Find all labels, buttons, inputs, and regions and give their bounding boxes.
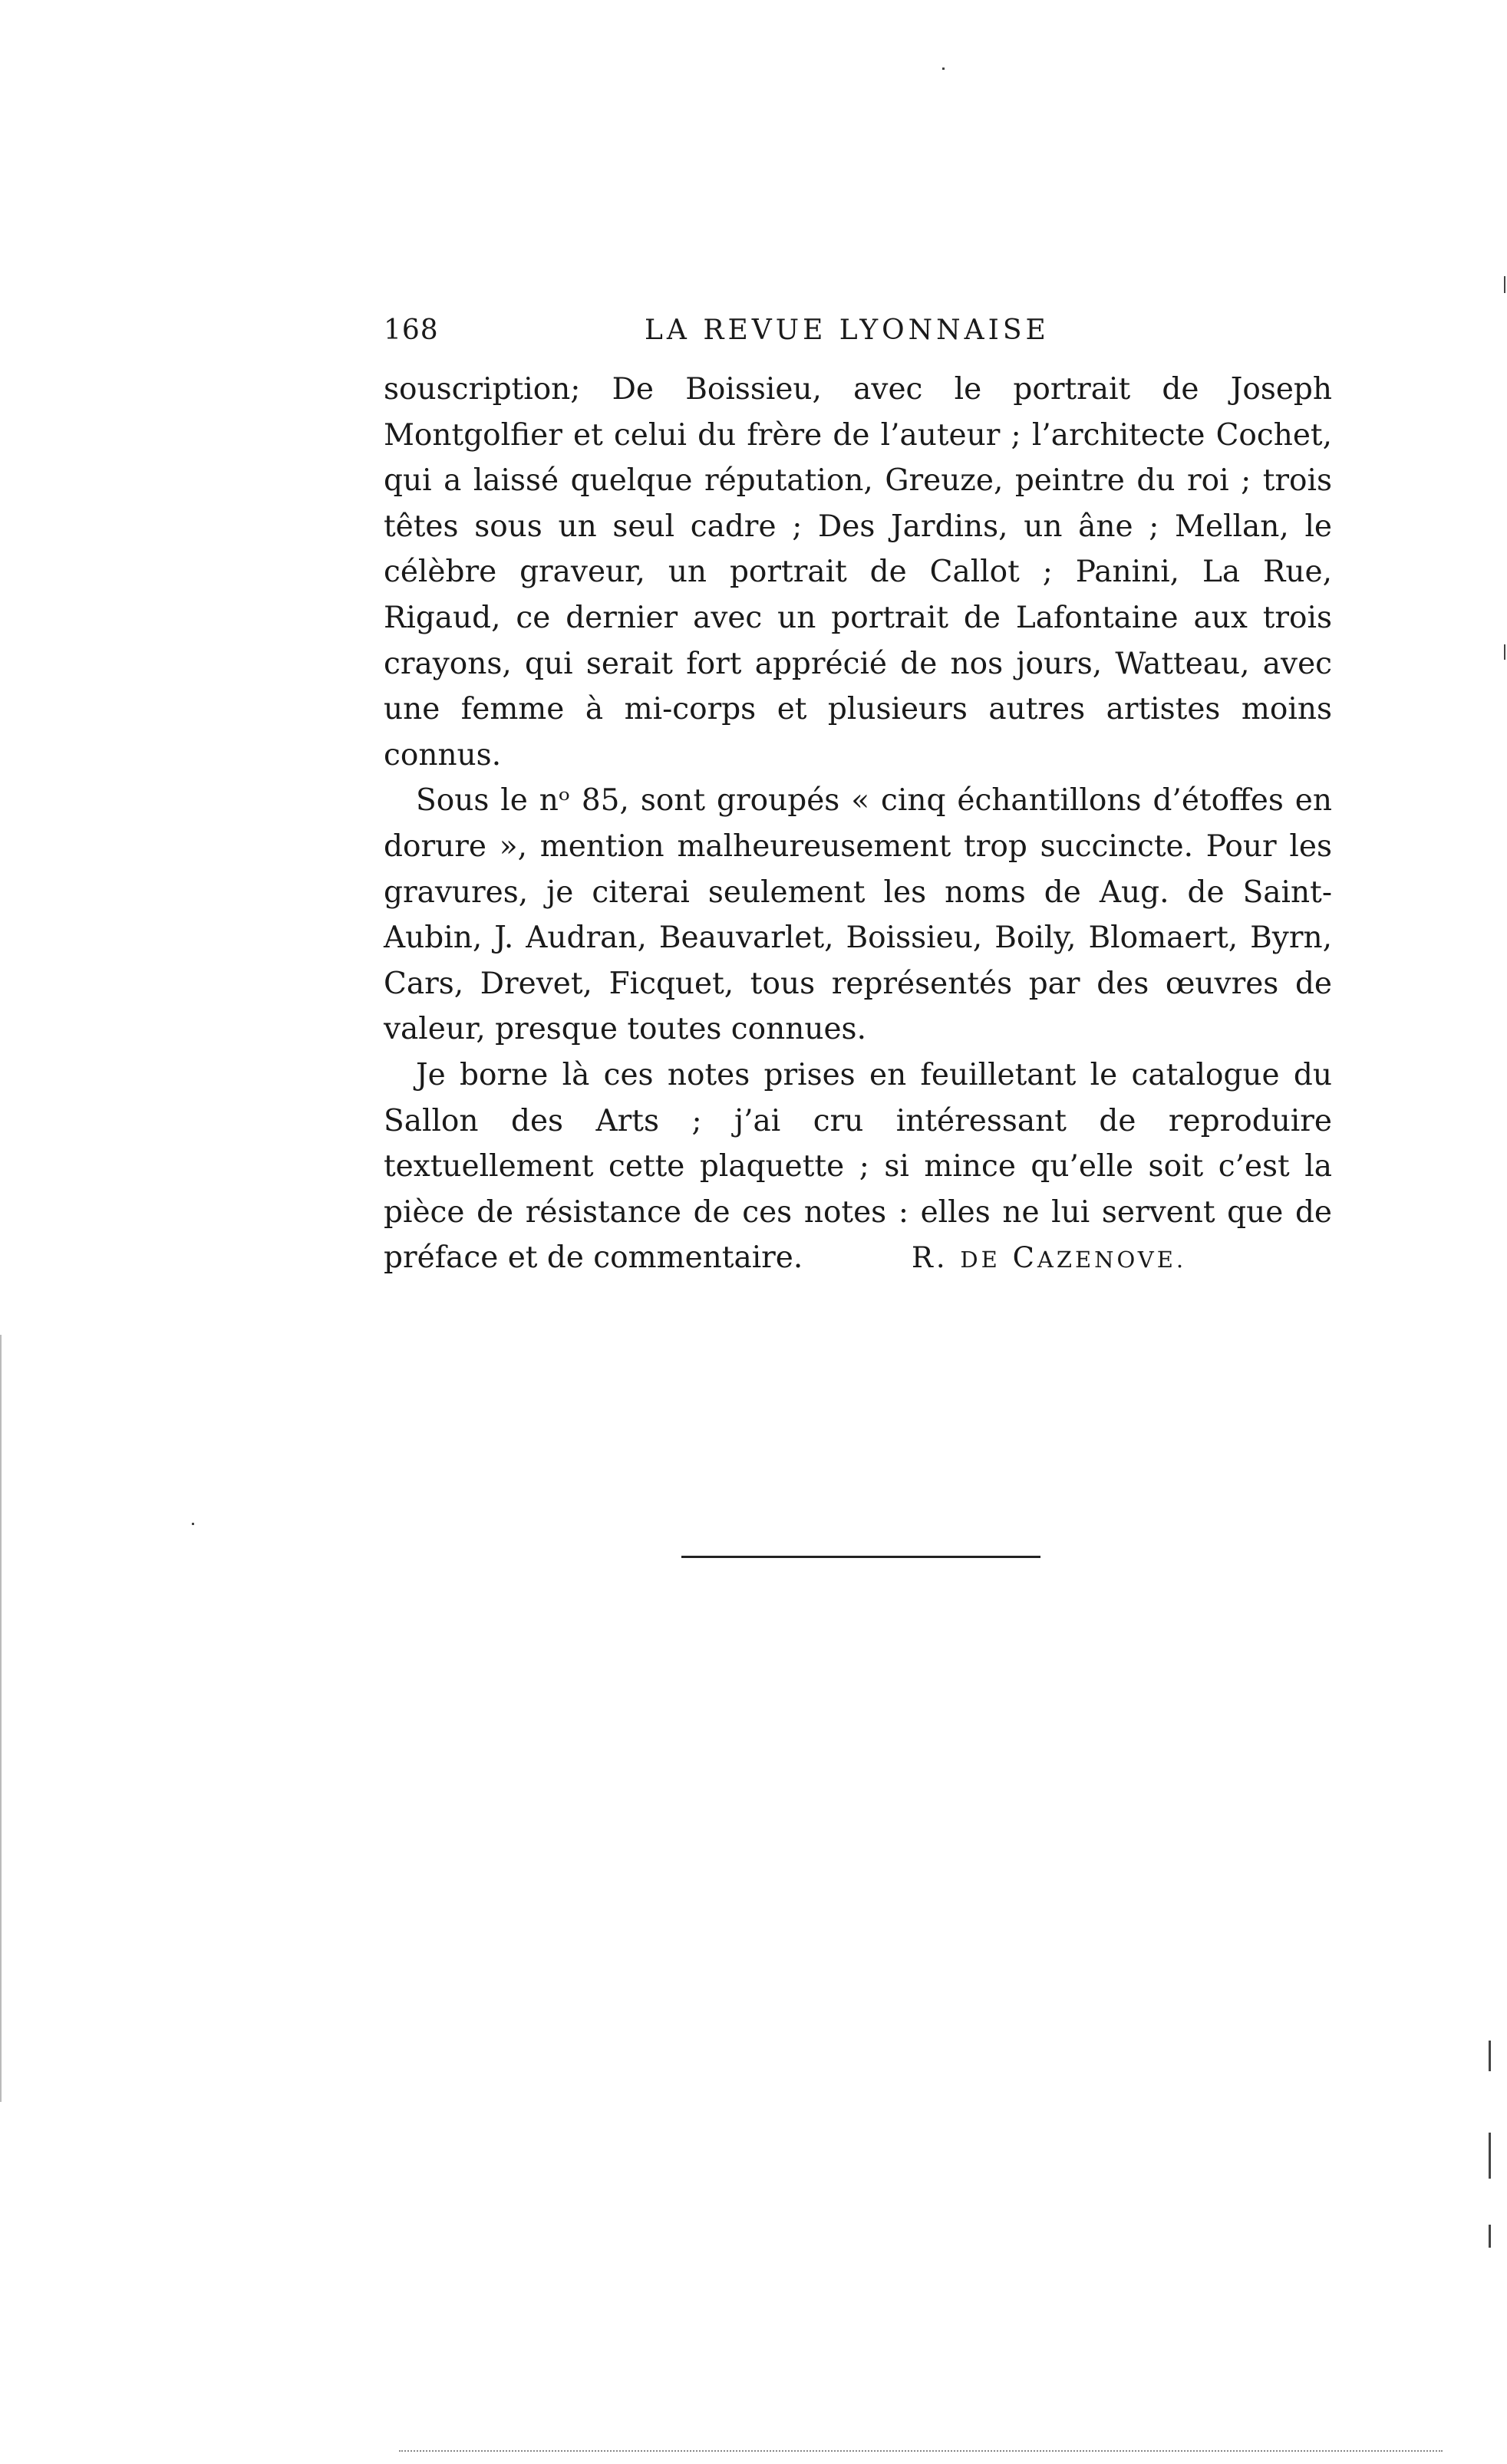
scan-speck xyxy=(0,1335,2,2102)
scan-speck xyxy=(942,68,945,70)
paragraph-continued: souscription; De Boissieu, avec le portrait de Joseph Montgolfier et celui du frère de l’auteur ; l’architecte Cochet, qui a laissé quelque réputation, Greuze, peintre du roi ; trois têtes sous un seul cadre ; Des Jardins, un âne ; Mellan, le célèbre graveur, un portrait de Callot ; Panini, La Rue, Rigaud, ce dernier avec un portrait de Lafontaine aux trois crayons, qui serait fort apprécié de nos jours, Watteau, avec une femme à mi-corps et plusieurs autres artistes moins connus. xyxy=(384,372,1332,772)
bottom-edge-mark xyxy=(399,2450,1443,2452)
page-number: 168 xyxy=(384,315,439,346)
paragraph-conclusion: Je borne là ces notes prises en feuilletant le catalogue du Sallon des Arts ; j’ai cru intéressant de reproduire textuellement cette plaquette ; si mince qu’elle soit c’est la pièce de résistance de ces notes : elles ne lui servent que de préface et de commentaire. xyxy=(384,1057,1332,1276)
scan-speck xyxy=(1504,644,1505,660)
signature-initial: R. xyxy=(912,1241,948,1274)
scan-speck xyxy=(1489,2133,1491,2179)
running-head xyxy=(384,315,1335,361)
author-signature xyxy=(912,1241,1186,1274)
journal-title: LA REVUE LYONNAISE xyxy=(645,315,1050,346)
scan-speck xyxy=(1504,276,1505,293)
signature-surname-initial: C xyxy=(1012,1241,1037,1274)
signature-particle: DE xyxy=(960,1247,1001,1273)
article-body xyxy=(384,367,1332,1281)
paragraph-engravings: Sous le nᵒ 85, sont groupés « cinq échantillons d’étoffes en dorure », mention malheureusement trop succincte. Pour les gravures, je citerai seulement les noms de Aug. de Saint-Aubin, J. Audran, Beauvarlet, Boissieu, Boily, Blomaert, Byrn, Cars, Drevet, Ficquet, tous représentés par des œuvres de valeur, presque toutes connues. xyxy=(384,783,1332,1047)
scan-speck xyxy=(1489,2225,1491,2248)
scan-speck xyxy=(1489,2041,1491,2071)
signature-surname: AZENOVE. xyxy=(1037,1247,1187,1273)
scan-speck xyxy=(192,1523,194,1525)
end-rule xyxy=(681,1556,1040,1558)
